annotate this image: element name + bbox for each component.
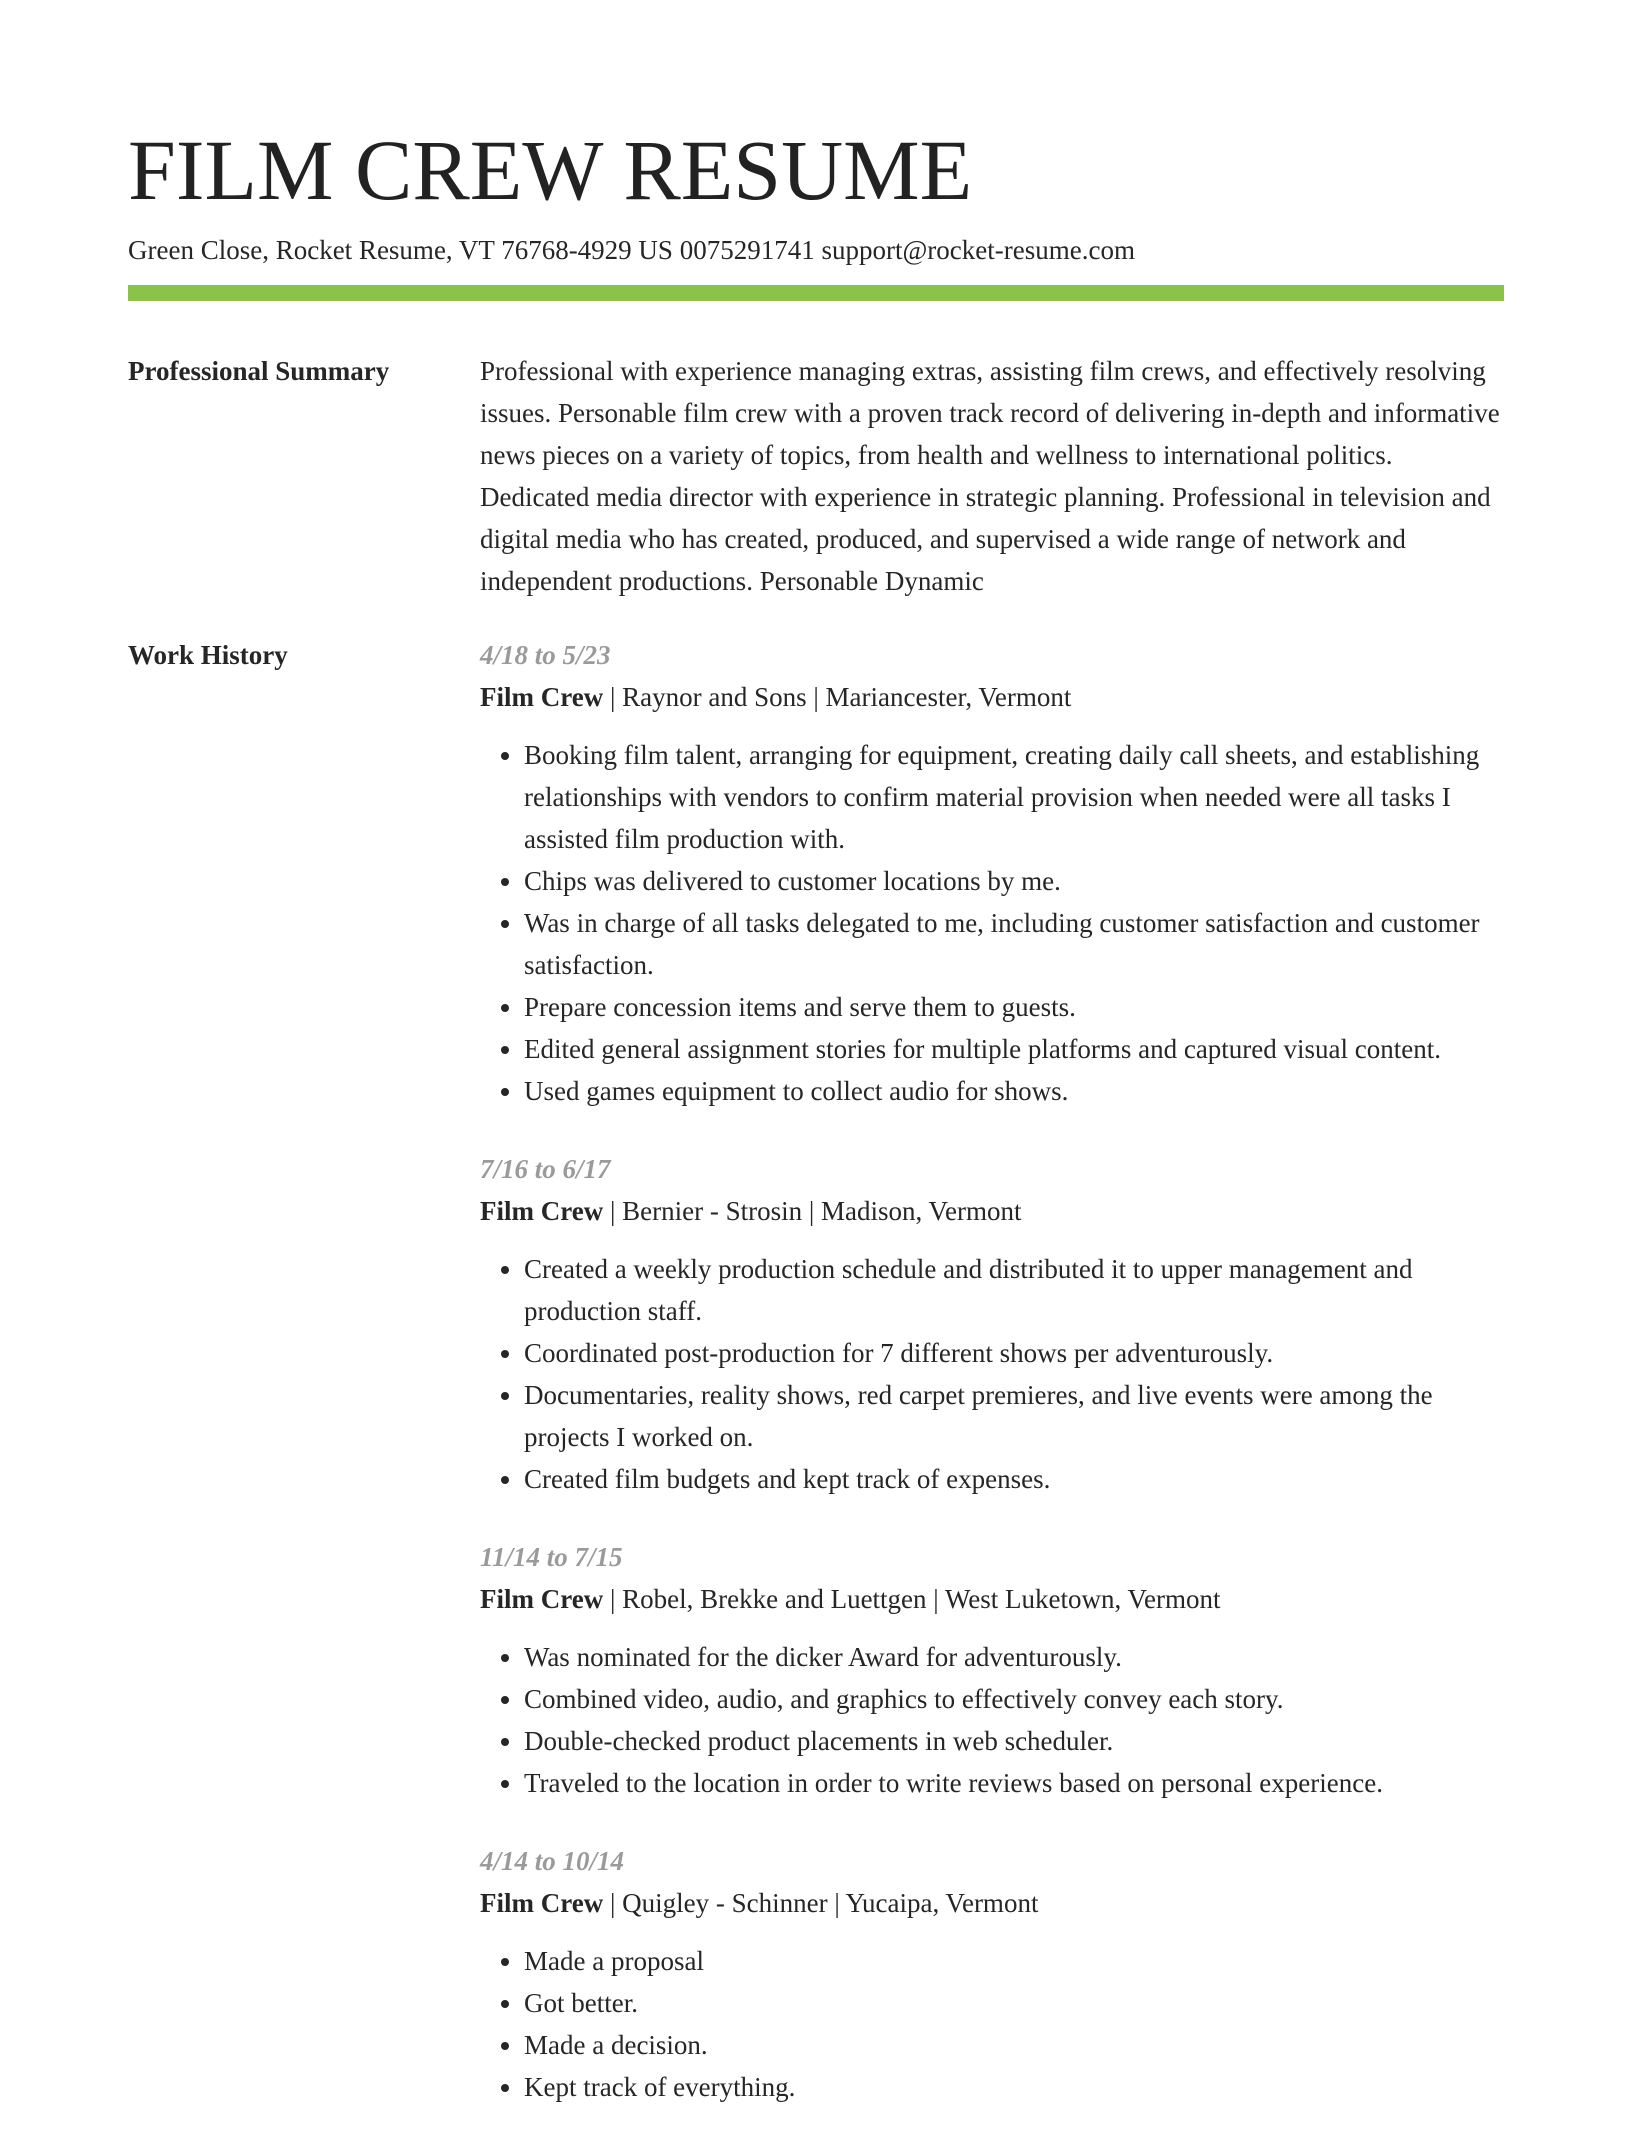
- job-title: Film Crew: [480, 1584, 604, 1614]
- list-item: • Chips was delivered to customer locations by me.: [524, 860, 1504, 902]
- list-item: • Prepare concession items and serve them to guests.: [524, 986, 1504, 1028]
- job-duties-list: [480, 1248, 1504, 1500]
- job-dates: 4/14 to 10/14: [480, 1846, 625, 1876]
- job-location: Yucaipa, Vermont: [845, 1888, 1039, 1918]
- job-dates: 11/14 to 7/15: [480, 1542, 623, 1572]
- list-item: • Edited general assignment stories for multiple platforms and captured visual content.: [524, 1028, 1504, 1070]
- separator: |: [813, 682, 819, 712]
- work-history-body: [480, 634, 1504, 2144]
- work-history-label: Work History: [128, 640, 288, 670]
- summary-label: Professional Summary: [128, 356, 390, 386]
- resume-title: FILM CREW RESUME: [128, 122, 973, 218]
- job-entry: [480, 634, 1504, 1112]
- list-item: • Was in charge of all tasks delegated to me, including customer satisfaction and customer satisfaction.: [524, 902, 1504, 986]
- job-entry: [480, 1148, 1504, 1500]
- list-item: • Created a weekly production schedule and distributed it to upper management and production staff.: [524, 1248, 1504, 1332]
- job-heading: [480, 1578, 1504, 1620]
- list-item: • Got better.: [524, 1982, 1504, 2024]
- list-item: • Made a proposal: [524, 1940, 1504, 1982]
- job-dates: 4/18 to 5/23: [480, 640, 611, 670]
- job-duties-list: [480, 1940, 1504, 2108]
- job-duties-list: [480, 1636, 1504, 1804]
- list-item: • Made a decision.: [524, 2024, 1504, 2066]
- list-item: • Traveled to the location in order to write reviews based on personal experience.: [524, 1762, 1504, 1804]
- job-location: Madison, Vermont: [821, 1196, 1022, 1226]
- list-item: • Documentaries, reality shows, red carpet premieres, and live events were among the projects I worked on.: [524, 1374, 1504, 1458]
- job-heading: [480, 676, 1504, 718]
- summary-body: [480, 350, 1504, 602]
- list-item: • Was nominated for the dicker Award for adventurously.: [524, 1636, 1504, 1678]
- list-item: • Coordinated post-production for 7 different shows per adventurously.: [524, 1332, 1504, 1374]
- job-company: Bernier - Strosin: [622, 1196, 803, 1226]
- contact-line: Green Close, Rocket Resume, VT 76768-4929 US 0075291741 support@rocket-resume.com: [128, 235, 1135, 265]
- job-title: Film Crew: [480, 682, 604, 712]
- accent-divider: [128, 285, 1504, 301]
- list-item: • Booking film talent, arranging for equipment, creating daily call sheets, and establishing relationships with vendors to confirm material provision when needed were all tasks I assisted film production with.: [524, 734, 1504, 860]
- separator: |: [933, 1584, 939, 1614]
- separator: |: [808, 1196, 815, 1226]
- job-company: Raynor and Sons: [622, 682, 807, 712]
- job-company: Robel, Brekke and Luettgen: [622, 1584, 927, 1614]
- separator: |: [609, 1888, 616, 1918]
- list-item: • Used games equipment to collect audio for shows.: [524, 1070, 1504, 1112]
- job-location: West Luketown, Vermont: [944, 1584, 1221, 1614]
- job-company: Quigley - Schinner: [622, 1888, 828, 1918]
- list-item: • Double-checked product placements in web scheduler.: [524, 1720, 1504, 1762]
- list-item: • Combined video, audio, and graphics to effectively convey each story.: [524, 1678, 1504, 1720]
- list-item: • Kept track of everything.: [524, 2066, 1504, 2108]
- job-duties-list: [480, 734, 1504, 1112]
- job-heading: [480, 1882, 1504, 1924]
- job-location: Mariancester, Vermont: [825, 682, 1072, 712]
- list-item: • Created film budgets and kept track of expenses.: [524, 1458, 1504, 1500]
- job-title: Film Crew: [480, 1888, 604, 1918]
- job-dates: 7/16 to 6/17: [480, 1154, 611, 1184]
- job-entry: [480, 1536, 1504, 1804]
- job-heading: [480, 1190, 1504, 1232]
- separator: |: [609, 1196, 616, 1226]
- separator: |: [609, 1584, 616, 1614]
- separator: |: [834, 1888, 840, 1918]
- separator: |: [609, 682, 616, 712]
- job-title: Film Crew: [480, 1196, 604, 1226]
- job-entry: [480, 1840, 1504, 2108]
- summary-text: Professional with experience managing extras, assisting film crews, and effectively resolving issues. Personable film crew with a proven track record of delivering in-depth and informative news pieces on a variety of topics, from health and wellness to international politics. Dedicated media director with experience in strategic planning. Professional in television and digital media who has created, produced, and supervised a wide range of network and independent productions. Personable Dynamic: [480, 356, 1500, 596]
